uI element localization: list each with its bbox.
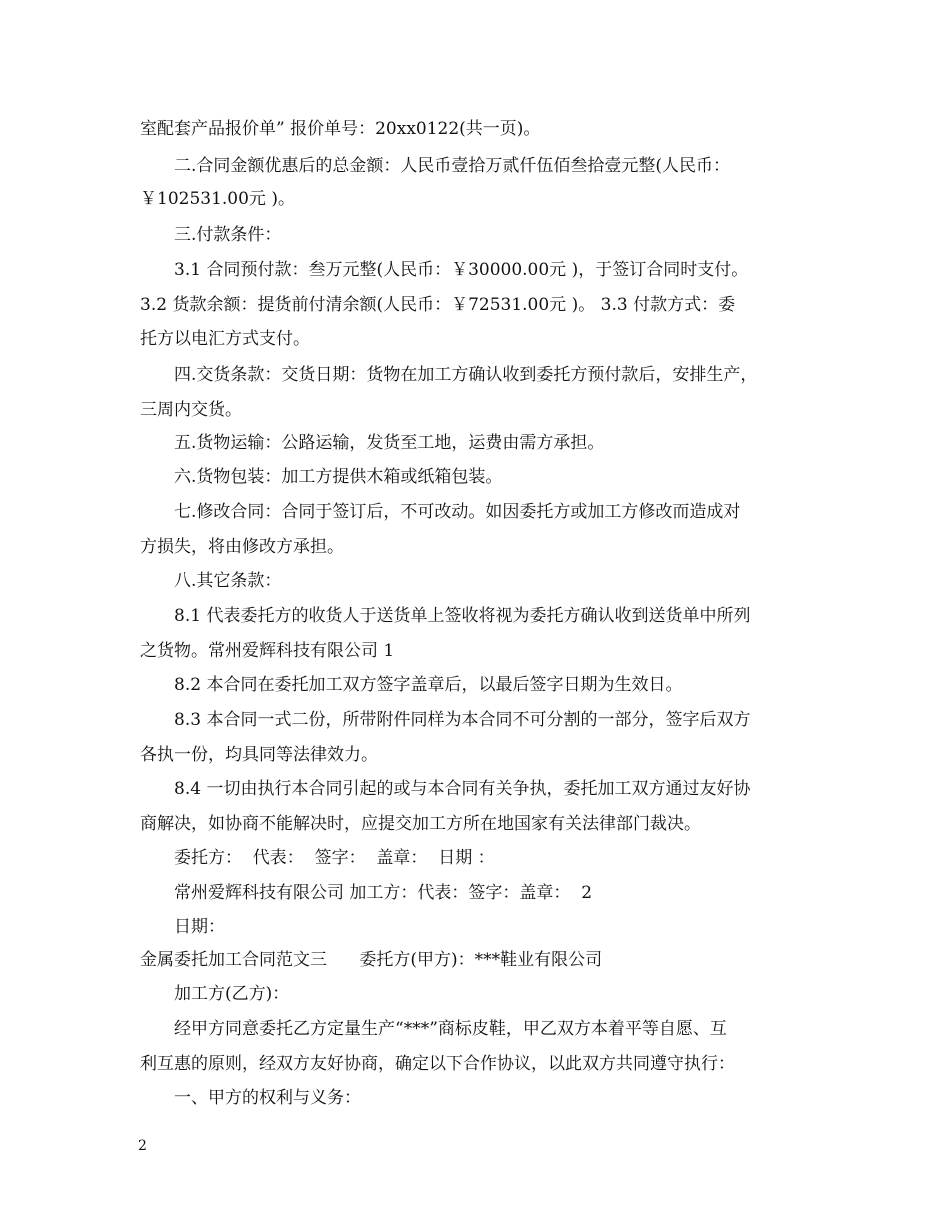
section-heading: 一、甲方的权利与义务：	[174, 1088, 361, 1108]
text-line: 三周内交货。	[140, 400, 242, 420]
text-line: 之货物。常州爱辉科技有限公司 1	[140, 641, 395, 661]
text-line: 五.货物运输：公路运输，发货至工地，运费由需方承担。	[174, 433, 605, 453]
document-title: 金属委托加工合同范文三 委托方(甲方)：***鞋业有限公司	[140, 950, 603, 970]
text-line: 托方以电汇方式支付。	[140, 329, 310, 349]
text-line: 六.货物包装：加工方提供木箱或纸箱包装。	[174, 467, 503, 487]
section-heading: 三.付款条件：	[174, 225, 282, 245]
text-line: 8.1 代表委托方的收货人于送货单上签收将视为委托方确认收到送货单中所列	[174, 606, 751, 626]
section-heading: 八.其它条款：	[174, 571, 282, 591]
text-line: 四.交货条款：交货日期：货物在加工方确认收到委托方预付款后，安排生产，	[174, 365, 758, 385]
signature-line: 委托方： 代表： 签字： 盖章： 日期 ：	[174, 848, 495, 868]
text-line: 8.2 本合同在委托加工双方签字盖章后，以最后签字日期为生效日。	[174, 675, 683, 695]
page-number: 2	[138, 1138, 147, 1154]
text-line: 加工方(乙方)：	[174, 984, 290, 1004]
text-line: 3.2 货款余额：提货前付清余额(人民币：￥72531.00元 )。 3.3 付款方式：委	[140, 295, 736, 315]
text-line: 利互惠的原则，经双方友好协商，确定以下合作协议，以此双方共同遵守执行：	[140, 1054, 735, 1074]
text-line: 七.修改合同：合同于签订后，不可改动。如因委托方或加工方修改而造成对	[174, 502, 741, 522]
text-line: 8.3 本合同一式二份，所带附件同样为本合同不可分割的一部分，签字后双方	[174, 710, 751, 730]
text-line: 各执一份，均具同等法律效力。	[140, 745, 378, 765]
text-line: 方损失，将由修改方承担。	[140, 537, 344, 557]
signature-line: 常州爱辉科技有限公司 加工方：代表：签字：盖章： 2	[174, 883, 593, 903]
text-line: 8.4 一切由执行本合同引起的或与本合同有关争执，委托加工双方通过友好协	[174, 779, 751, 799]
text-line: 室配套产品报价单” 报价单号：20xx0122(共一页)。	[140, 119, 541, 139]
text-line: 二.合同金额优惠后的总金额：人民币壹拾万贰仟伍佰叁拾壹元整(人民币：	[174, 156, 731, 176]
text-line: 经甲方同意委托乙方定量生产“***”商标皮鞋，甲乙双方本着平等自愿、互	[174, 1019, 727, 1039]
text-line: 3.1 合同预付款：叁万元整(人民币：￥30000.00元 )，于签订合同时支付。	[174, 260, 749, 280]
text-line: ￥102531.00元 )。	[140, 189, 295, 209]
text-line: 商解决，如协商不能解决时，应提交加工方所在地国家有关法律部门裁决。	[140, 814, 701, 834]
date-line: 日期：	[174, 917, 225, 937]
